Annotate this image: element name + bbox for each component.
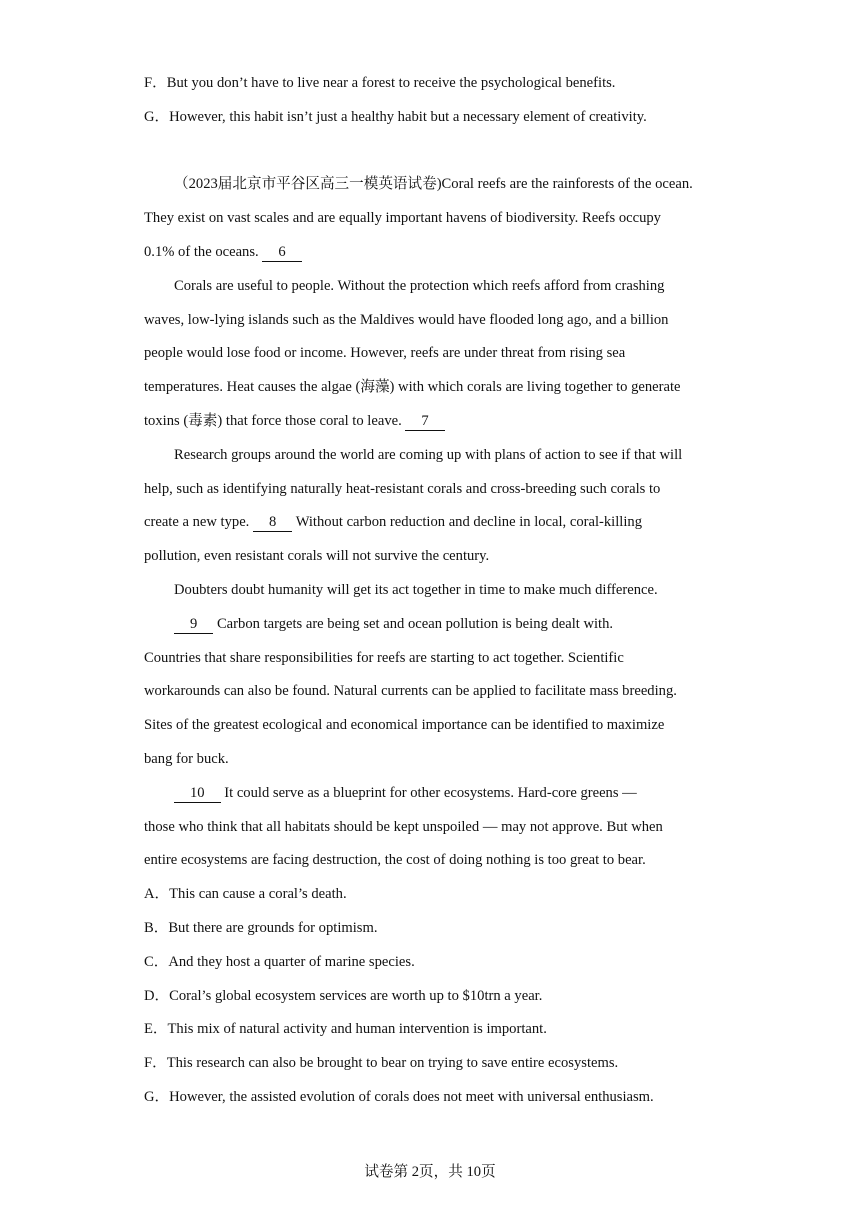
option-e: E．This mix of natural activity and human intervention is important. bbox=[144, 1021, 547, 1037]
option-g: G．However, the assisted evolution of corals does not meet with universal enthusiasm. bbox=[144, 1089, 654, 1105]
passage-line bbox=[144, 512, 642, 532]
passage-line: Research groups around the world are coming up with plans of action to see if that will bbox=[174, 447, 683, 463]
passage-line: workarounds can also be found. Natural currents can be applied to facilitate mass breeding. bbox=[144, 683, 677, 699]
passage-text: toxins (毒素) that force those coral to leave. bbox=[144, 413, 402, 429]
passage-line: bang for buck. bbox=[144, 751, 229, 767]
passage-line bbox=[144, 411, 445, 431]
passage-line bbox=[144, 242, 302, 262]
passage-line: Sites of the greatest ecological and economical importance can be identified to maximize bbox=[144, 717, 665, 733]
passage-line: help, such as identifying naturally heat-resistant corals and cross-breeding such corals to bbox=[144, 481, 661, 497]
passage-line: Countries that share responsibilities for reefs are starting to act together. Scientific bbox=[144, 650, 624, 666]
passage-text: create a new type. bbox=[144, 514, 250, 530]
passage-line: temperatures. Heat causes the algae (海藻) with which corals are living together to generate bbox=[144, 379, 681, 395]
passage-text: Without carbon reduction and decline in local, coral-killing bbox=[295, 514, 642, 530]
passage-line: （2023届北京市平谷区高三一模英语试卷)Coral reefs are the rainforests of the ocean. bbox=[174, 176, 693, 192]
option-b: B．But there are grounds for optimism. bbox=[144, 920, 378, 936]
option-g-prev: G．However, this habit isn’t just a healthy habit but a necessary element of creativity. bbox=[144, 109, 647, 125]
passage-line: people would lose food or income. However, reefs are under threat from rising sea bbox=[144, 345, 626, 361]
passage-line: those who think that all habitats should be kept unspoiled — may not approve. But when bbox=[144, 819, 663, 835]
option-a: A．This can cause a coral’s death. bbox=[144, 886, 347, 902]
option-f: F．This research can also be brought to bear on trying to save entire ecosystems. bbox=[144, 1055, 619, 1071]
blank-8: 8 bbox=[253, 514, 292, 532]
blank-7: 7 bbox=[405, 413, 444, 431]
page-footer: 试卷第 2页，共 10页 bbox=[364, 1164, 496, 1180]
passage-text: Carbon targets are being set and ocean pollution is being dealt with. bbox=[216, 616, 614, 632]
passage-line: waves, low-lying islands such as the Maldives would have flooded long ago, and a billion bbox=[144, 312, 669, 328]
option-d: D．Coral’s global ecosystem services are worth up to $10trn a year. bbox=[144, 988, 543, 1004]
passage-text: 0.1% of the oceans. bbox=[144, 244, 259, 260]
passage-line: They exist on vast scales and are equally important havens of biodiversity. Reefs occupy bbox=[144, 210, 661, 226]
passage-line: pollution, even resistant corals will not survive the century. bbox=[144, 548, 490, 564]
passage-line: entire ecosystems are facing destruction, the cost of doing nothing is too great to bear. bbox=[144, 852, 646, 868]
blank-10: 10 bbox=[174, 785, 221, 803]
passage-line bbox=[174, 614, 613, 634]
passage-line bbox=[174, 783, 637, 803]
passage-text: It could serve as a blueprint for other ecosystems. Hard-core greens — bbox=[224, 785, 637, 801]
option-f-prev: F．But you don’t have to live near a forest to receive the psychological benefits. bbox=[144, 75, 616, 91]
passage-line: Doubters doubt humanity will get its act together in time to make much difference. bbox=[174, 582, 658, 598]
option-c: C．And they host a quarter of marine species. bbox=[144, 954, 415, 970]
blank-9: 9 bbox=[174, 616, 213, 634]
passage-line: Corals are useful to people. Without the protection which reefs afford from crashing bbox=[174, 278, 665, 294]
blank-6: 6 bbox=[262, 244, 301, 262]
